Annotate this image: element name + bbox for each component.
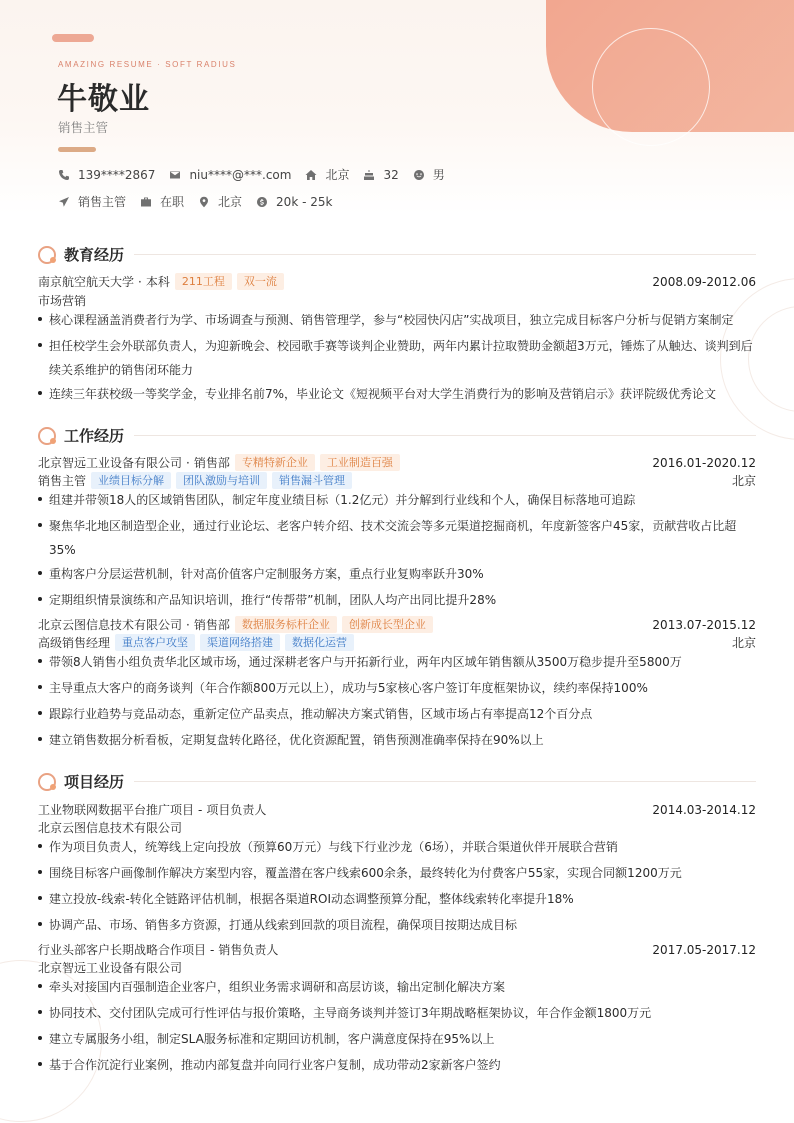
contact-phone-text: 139****2867 [78,167,156,182]
intent-salary-text: 20k - 25k [276,194,333,209]
education-date: 2008.09-2012.06 [652,274,756,289]
work-entry-header: 北京云图信息技术有限公司 · 销售部 数据服务标杆企业 创新成长型企业 2013.07-2015.12 [38,617,756,632]
position: 销售主管 [38,474,87,488]
smile-icon [413,169,425,181]
work-entry-header: 北京智远工业设备有限公司 · 销售部 专精特新企业 工业制造百强 2016.01-2020.12 [38,455,756,470]
list-item [38,1027,756,1051]
job-intent [58,193,346,210]
section-divider [134,435,756,436]
department: 销售部 [193,618,230,632]
list-item [38,334,756,382]
bullet-text: 主导重点大客户的商务谈判（年合作额800万元以上），成功与5家核心客户签订年度框架协议，续约率保持100% [49,681,648,695]
contact-age [363,168,398,182]
accent-bar [52,34,94,42]
work-date: 2016.01-2020.12 [652,455,756,470]
project-org: 北京云图信息技术有限公司 [38,821,183,835]
company-tag: 工业制造百强 [320,454,400,471]
contact-email [169,168,291,182]
contact-city-text: 北京 [325,168,350,182]
contact-gender-text: 男 [432,168,445,182]
bullet-text: 连续三年获校级一等奖学金，专业排名前7%，毕业论文《短视频平台对大学生消费行为的影响及营销启示》获评院级优秀论文 [49,387,717,401]
intent-city-text: 北京 [218,195,243,209]
skill-tag: 数据化运营 [285,634,354,651]
work-position-row [38,634,756,651]
section-search-icon [38,426,58,446]
education-title: 教育经历 [64,246,125,264]
degree: 本科 [145,275,170,289]
list-item [38,913,756,937]
company-tag: 专精特新企业 [235,454,315,471]
intent-status-text: 在职 [160,195,185,209]
work-date: 2013.07-2015.12 [652,617,756,632]
skill-tag: 业绩目标分解 [91,472,171,489]
section-search-icon [38,245,58,265]
bullet-text: 协同技术、交付团队完成可行性评估与报价策略，主导商务谈判并签订3年期战略框架协议，年合作金额1800万元 [49,1006,652,1020]
contact-age-text: 32 [383,167,399,182]
projects-title: 项目经历 [64,773,125,791]
section-search-icon [38,772,58,792]
home-icon [305,169,317,181]
projects-section-header [38,771,756,792]
major: 市场营销 [38,294,87,308]
intent-salary [256,195,332,209]
bullet-text: 建立专属服务小组，制定SLA服务标准和定期回访机制，客户满意度保持在95%以上 [49,1032,495,1046]
company-tag: 数据服务标杆企业 [235,616,337,633]
contact-info [58,166,459,183]
list-item [38,650,756,674]
list-item [38,676,756,700]
contact-city [305,166,349,183]
company-name: 北京云图信息技术有限公司 [38,618,183,632]
candidate-name: 牛敬业 [57,82,150,117]
list-item [38,835,756,859]
intent-position-text: 销售主管 [78,195,127,209]
cake-icon [363,169,375,181]
send-icon [58,196,70,208]
phone-icon [58,169,70,181]
section-divider [134,781,756,782]
skill-tag: 销售漏斗管理 [272,472,352,489]
project-org: 北京智远工业设备有限公司 [38,961,183,975]
contact-gender [413,166,445,183]
skill-tag: 渠道网络搭建 [200,634,280,651]
list-item [38,382,756,406]
candidate-role: 销售主管 [58,120,109,135]
project-name: 行业头部客户长期战略合作项目 [38,943,207,957]
education-major-row [38,292,756,309]
project-role: 项目负责人 [206,803,267,817]
project-date: 2014.03-2014.12 [652,802,756,817]
position: 高级销售经理 [38,636,111,650]
header-decoration-ring [592,28,710,146]
project-name: 工业物联网数据平台推广项目 [38,803,195,817]
location-pin-icon [198,196,210,208]
list-item [38,308,756,332]
project-role: 销售负责人 [218,943,279,957]
bullet-text: 担任校学生会外联部负责人，为迎新晚会、校园歌手赛等谈判企业赞助，两年内累计拉取赞助金额超3万元，锤炼了从触达、谈判到后续关系维护的销售闭环能力 [49,339,753,377]
bullet-text: 协调产品、市场、销售多方资源，打通从线索到回款的项目流程，确保项目按期达成目标 [49,918,518,932]
work-city: 北京 [731,636,756,650]
bullet-text: 带领8人销售小组负责华北区域市场，通过深耕老客户与开拓新行业，两年内区域年销售额从3500万稳步提升至5800万 [49,655,682,669]
department: 销售部 [193,456,230,470]
company-name: 北京智远工业设备有限公司 [38,456,183,470]
resume-header [0,0,794,214]
contact-email-text: niu****@***.com [189,167,292,182]
school-tag: 双一流 [237,273,284,290]
skill-tag: 重点客户攻坚 [115,634,195,651]
intent-status [140,193,184,210]
school-tag: 211工程 [175,273,232,290]
bullet-text: 建立销售数据分析看板，定期复盘转化路径，优化资源配置，销售预测准确率保持在90%以上 [49,733,544,747]
list-item [38,514,756,562]
bullet-text: 重构客户分层运营机制，针对高价值客户定制服务方案，重点行业复购率跃升30% [49,567,484,581]
bullet-text: 组建并带领18人的区域销售团队，制定年度业绩目标（1.2亿元）并分解到行业线和个人，确保目标落地可追踪 [49,493,636,507]
bullet-text: 聚焦华北地区制造型企业，通过行业论坛、老客户转介绍、技术交流会等多元渠道挖掘商机，年度新签客户45家，贡献营收占比超35% [49,519,737,557]
list-item [38,887,756,911]
school-name: 南京航空航天大学 [38,275,135,289]
project-date: 2017.05-2017.12 [652,942,756,957]
list-item [38,861,756,885]
money-icon [256,196,268,208]
accent-bar-small [58,147,96,152]
bullet-text: 作为项目负责人，统筹线上定向投放（预算60万元）与线下行业沙龙（6场），并联合渠道伙伴开展联合营销 [49,840,618,854]
company-tag: 创新成长型企业 [342,616,433,633]
skill-tag: 团队激励与培训 [176,472,267,489]
contact-phone [58,168,155,182]
project-entry-header: 工业物联网数据平台推广项目 - 项目负责人 2014.03-2014.12 [38,802,756,817]
project-entry-header: 行业头部客户长期战略合作项目 - 销售负责人 2017.05-2017.12 [38,942,756,957]
list-item [38,488,756,512]
education-section-header [38,244,756,265]
list-item [38,562,756,586]
work-title: 工作经历 [64,427,125,445]
work-position-row [38,472,756,489]
tagline: AMAZING RESUME · SOFT RADIUS [58,60,237,69]
project-org-row [38,819,756,836]
bullet-text: 牵头对接国内百强制造企业客户，组织业务需求调研和高层访谈，输出定制化解决方案 [49,980,506,994]
project-org-row [38,959,756,976]
intent-city [198,193,242,210]
bullet-text: 建立投放-线索-转化全链路评估机制，根据各渠道ROI动态调整预算分配，整体线索转化率提升18% [49,892,574,906]
bullet-text: 定期组织情景演练和产品知识培训，推行“传帮带”机制，团队人均产出同比提升28% [49,593,497,607]
mail-icon [169,169,181,181]
briefcase-icon [140,196,152,208]
list-item [38,1001,756,1025]
bullet-text: 基于合作沉淀行业案例，推动内部复盘并向同行业客户复制，成功带动2家新客户签约 [49,1058,501,1072]
list-item [38,1053,756,1077]
intent-position [58,193,126,210]
list-item [38,588,756,612]
list-item [38,702,756,726]
bullet-text: 跟踪行业趋势与竞品动态，重新定位产品卖点，推动解决方案式销售，区域市场占有率提高12个百分点 [49,707,593,721]
bullet-text: 围绕目标客户画像制作解决方案型内容，覆盖潜在客户线索600余条，最终转化为付费客户55家，实现合同额1200万元 [49,866,682,880]
section-divider [134,254,756,255]
bullet-text: 核心课程涵盖消费者行为学、市场调查与预测、销售管理学，参与“校园快闪店”实战项目，独立完成目标客户分析与促销方案制定 [49,313,734,327]
list-item [38,975,756,999]
work-section-header [38,425,756,446]
education-entry-header: 南京航空航天大学 · 本科 211工程 双一流 2008.09-2012.06 [38,274,756,289]
work-city: 北京 [731,474,756,488]
list-item [38,728,756,752]
